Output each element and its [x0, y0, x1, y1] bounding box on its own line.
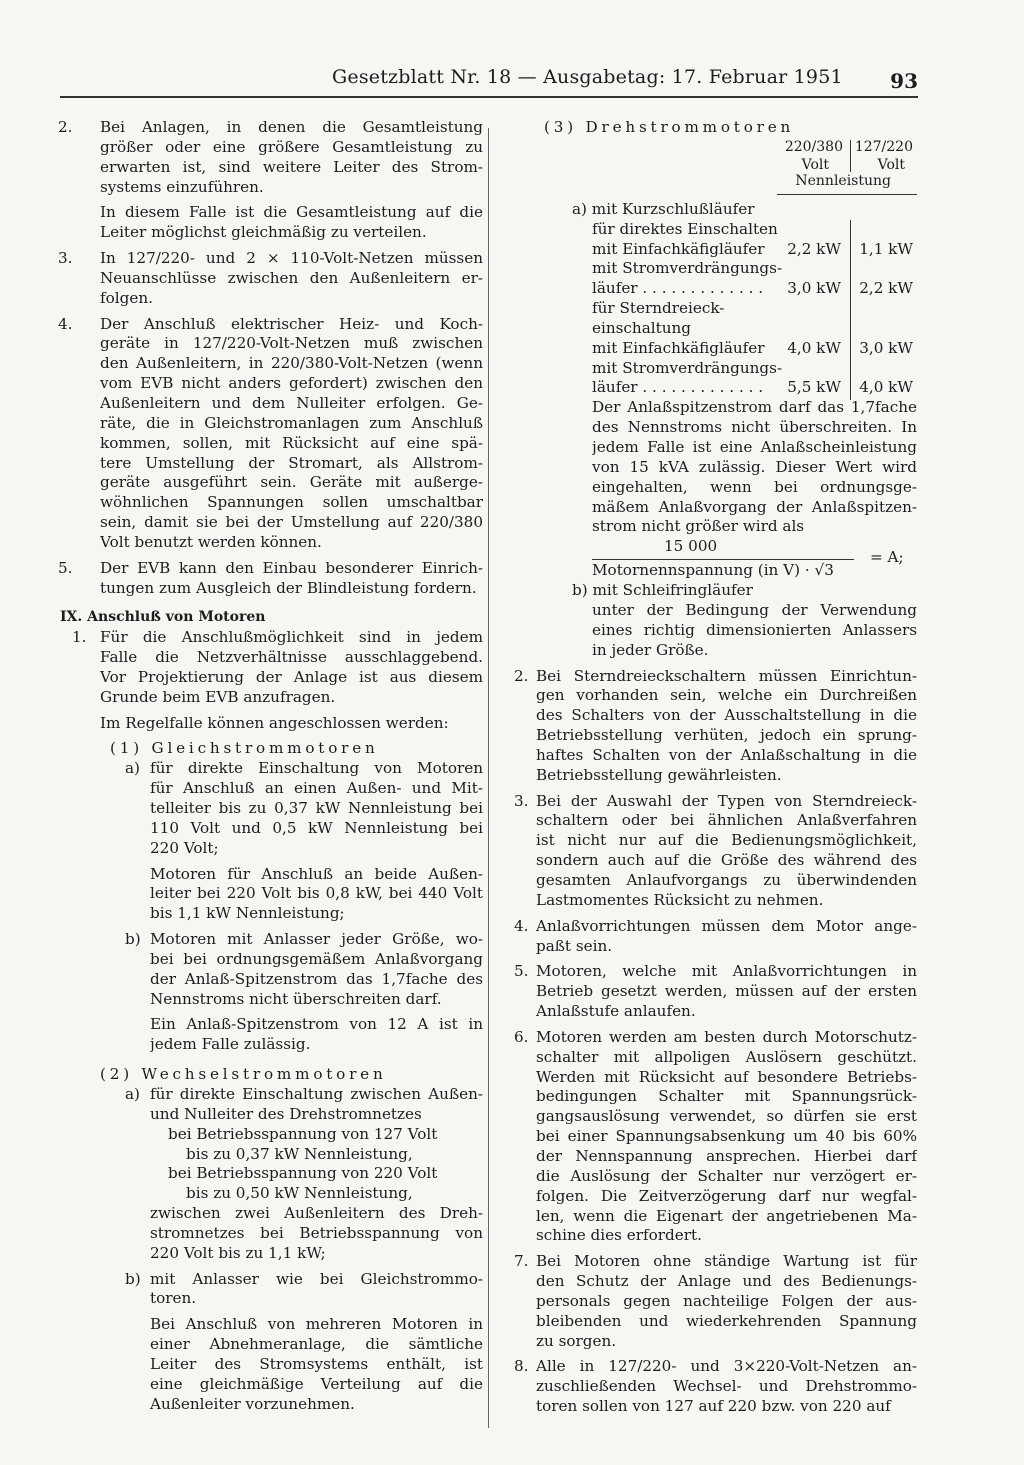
motor-rule-5: [500, 962, 917, 1022]
text-line: Ein Anlaß-Spitzenstrom von 12 A ist in: [150, 1015, 483, 1034]
dc-motors-b-note: [58, 1015, 483, 1055]
item-number: 2.: [514, 666, 529, 685]
spacer: [58, 1055, 483, 1065]
text-line: stromnetzes bei Betriebsspannung von: [150, 1223, 483, 1242]
item-number: 5.: [514, 962, 529, 981]
text-line: paßt sein.: [536, 936, 613, 955]
formula-denominator: Motornennspannung (in V) · √3: [592, 561, 834, 580]
three-phase-heading: (3) Drehstrommotoren: [544, 118, 795, 136]
text-line: 220 Volt;: [150, 838, 219, 857]
text-line: bei Betriebsspannung von 127 Volt: [168, 1124, 438, 1143]
ac-motors-heading: (2) Wechselstrommotoren: [100, 1065, 387, 1084]
spacer: [58, 598, 483, 608]
col-220-380-unit: Volt: [801, 156, 829, 173]
slip-ring-label: b) mit Schleifringläufer: [572, 581, 753, 600]
power-table-row: [592, 339, 917, 359]
table-header-rule: [777, 194, 917, 195]
text-line: geräte ausgeführt sein. Geräte mit außerge-: [100, 473, 483, 492]
text-line: Der Anschluß elektrischer Heiz- und Koch-: [100, 314, 483, 333]
text-line: leiter bei 220 Volt bis 0,8 kW, bei 440 Volt: [150, 884, 483, 903]
power-table-row: [592, 240, 917, 260]
table-column-divider: [850, 220, 851, 400]
item-number: 1.: [72, 628, 87, 647]
text-line: einer Abnehmeranlage, die sämtliche: [150, 1335, 483, 1354]
text-line: räte, die in Gleichstromanlagen zum Anschluß: [100, 413, 483, 432]
item-number: 4.: [58, 314, 73, 333]
value-127-220: 2,2 kW: [859, 279, 913, 298]
text-line: des Nennstroms nicht überschreiten. In: [592, 418, 917, 437]
text-line: len, wenn die Eigenart der angetriebenen Ma-: [536, 1206, 917, 1225]
text-line: Anlaßvorrichtungen müssen dem Motor ange-: [536, 916, 917, 935]
value-127-220: 4,0 kW: [859, 378, 913, 397]
item-number: 8.: [514, 1357, 529, 1376]
text-line: In diesem Falle ist die Gesamtleistung auf die: [100, 203, 483, 222]
row-label: mit Stromverdrängungs-: [592, 259, 783, 278]
item-number: a): [125, 759, 140, 778]
right-column: [500, 118, 917, 1417]
text-line: haftes Schalten von der Anlaßschaltung in die: [536, 745, 917, 764]
text-line: Leiter möglichst gleichmäßig zu verteilen.: [100, 223, 427, 242]
text-line: Der EVB kann den Einbau besonderer Einrich-: [100, 558, 483, 577]
text-line: Nennstroms nicht überschreiten darf.: [150, 989, 442, 1008]
text-line: gen vorhanden sein, welche ein Durchreißen: [536, 686, 917, 705]
dc-motors-a: [58, 759, 483, 858]
row-label: für direktes Einschalten: [592, 219, 778, 238]
text-line: Motoren werden am besten durch Motorschutz-: [536, 1027, 917, 1046]
item-4: [58, 315, 483, 553]
text-line: vom EVB nicht anders gefordert) zwischen den: [100, 374, 483, 393]
item-number: 6.: [514, 1027, 529, 1046]
text-line: für direkte Einschaltung zwischen Außen-: [150, 1084, 483, 1103]
motor-rule-7: [500, 1252, 917, 1351]
text-line: gesamten Anlaufvorgangs zu überwindenden: [536, 871, 917, 889]
dc-motors-heading: (1) Gleichstrommotoren: [110, 739, 379, 758]
text-line: Motoren mit Anlasser jeder Größe, wo-: [150, 930, 483, 949]
text-line: Lastmomentes Rücksicht zu nehmen.: [536, 890, 824, 909]
text-line: mäßem Anlaßvorgang der Anlaßspitzen-: [592, 497, 917, 516]
power-table-row: [592, 259, 917, 279]
col-127-220-voltage: 127/220: [854, 138, 913, 155]
starting-current-text: [500, 398, 917, 537]
text-line: eine gleichmäßige Verteilung auf die: [150, 1374, 483, 1393]
text-line: schine dies erfordert.: [536, 1226, 702, 1245]
text-line: sondern auch auf die Größe des während des: [536, 851, 917, 870]
left-column: [58, 118, 483, 1414]
text-line: geräte in 127/220-Volt-Netzen muß zwischen: [100, 334, 483, 353]
text-line: In 127/220- und 2 × 110-Volt-Netzen müssen: [100, 249, 483, 268]
text-line: und Nulleiter des Drehstromnetzes: [150, 1104, 422, 1123]
rated-power-label: Nennleistung: [795, 172, 891, 189]
item-number: b): [125, 1269, 141, 1288]
ac-motors-a-more: [58, 1204, 483, 1264]
text-line: personals gegen nachteilige Folgen der aus-: [536, 1291, 917, 1310]
formula-numerator: 15 000: [664, 537, 718, 556]
power-table-row: [592, 220, 917, 240]
value-220-380: 2,2 kW: [787, 239, 841, 258]
text-line: systems einzuführen.: [100, 177, 264, 196]
item-number: b): [125, 930, 141, 949]
text-line: Bei Anschluß von mehreren Motoren in: [150, 1315, 483, 1334]
table-header-divider: [850, 140, 851, 172]
text-line: zu sorgen.: [536, 1331, 617, 1350]
text-line: Grunde beim EVB anzufragen.: [100, 687, 336, 706]
text-line: bis 1,1 kW Nennleistung;: [150, 904, 345, 923]
row-label: für Sterndreieck-: [592, 299, 725, 318]
motor-rule-4: [500, 917, 917, 957]
text-line: gangsauslösung verwendet, so dürfen sie erst: [536, 1107, 917, 1126]
text-line: für direkte Einschaltung von Motoren: [150, 759, 483, 778]
text-line: Werden mit Rücksicht auf besondere Betriebs-: [536, 1067, 917, 1086]
text-line: schaltern oder bei ähnlichen Anlaßverfahren: [536, 811, 917, 830]
column-divider: [488, 128, 489, 1428]
item-number: 5.: [58, 558, 73, 577]
power-table-row: [592, 279, 917, 299]
item-2-note: [58, 203, 483, 243]
text-line: des Schalters von der Ausschaltstellung in die: [536, 706, 917, 725]
row-label: einschaltung: [592, 318, 692, 337]
text-line: Falle die Netzverhältnisse ausschlaggebend.: [100, 648, 483, 667]
text-line: zuschließenden Wechsel- und Drehstrommo-: [536, 1377, 917, 1396]
text-line: Betrieb gesetzt werden, müssen auf der ersten: [536, 982, 917, 1001]
text-line: Alle in 127/220- und 3×220-Volt-Netzen an-: [536, 1357, 917, 1376]
page-header: [60, 66, 918, 98]
text-line: 110 Volt und 0,5 kW Nennleistung bei: [150, 818, 483, 837]
section-heading: IX. Anschluß von Motoren: [60, 609, 266, 626]
motor-rule-8: [500, 1357, 917, 1417]
item-number: 2.: [58, 118, 73, 136]
text-line: telleiter bis zu 0,37 kW Nennleistung bei: [150, 799, 483, 817]
value-220-380: 5,5 kW: [787, 378, 841, 397]
text-line: strom nicht größer wird als: [592, 517, 805, 536]
text-line: bis zu 0,37 kW Nennleistung,: [186, 1144, 413, 1163]
item-3: [58, 249, 483, 309]
text-line: größer oder eine größere Gesamtleistung zu: [100, 137, 483, 156]
text-line: tere Umstellung der Stromart, als Allstrom-: [100, 453, 483, 472]
text-line: wöhnlichen Spannungen sollen umschaltbar: [100, 493, 483, 512]
text-line: der Anlaß-Spitzenstrom das 1,7fache des: [150, 969, 483, 988]
text-line: Betriebsstellung gewährleisten.: [536, 765, 782, 784]
row-label: mit Einfachkäfigläufer: [592, 239, 765, 258]
text-line: Neuanschlüsse zwischen den Außenleitern er-: [100, 268, 483, 287]
item-number: 3.: [58, 249, 73, 268]
text-line: kommen, sollen, mit Rücksicht auf eine spä-: [100, 433, 483, 452]
text-line: von 15 kVA zulässig. Dieser Wert wird: [592, 457, 917, 476]
text-line: unter der Bedingung der Verwendung: [592, 601, 917, 620]
text-line: mit Anlasser wie bei Gleichstrommo-: [150, 1269, 483, 1288]
power-table-row: [592, 378, 917, 398]
text-line: Vor Projektierung der Anlage ist aus diesem: [100, 667, 483, 686]
text-line: ist nicht nur auf die Bedienungsmöglichkeit,: [536, 831, 917, 850]
text-line: Für die Anschlußmöglichkeit sind in jedem: [100, 628, 483, 647]
page-number: 93: [890, 69, 918, 93]
motor-rule-2: [500, 667, 917, 786]
text-line: 220 Volt bis zu 1,1 kW;: [150, 1243, 326, 1262]
dc-motors-a-note: [58, 865, 483, 925]
text-line: bis zu 0,50 kW Nennleistung,: [186, 1184, 413, 1203]
text-line: Der Anlaßspitzenstrom darf das 1,7fache: [592, 398, 917, 417]
text-line: Leiter des Stromsystems enthält, ist: [150, 1354, 483, 1373]
text-line: Betriebsstellung verhüten, jedoch ein sprung-: [536, 726, 917, 745]
row-label: mit Einfachkäfigläufer: [592, 338, 765, 357]
text-line: Bei Motoren ohne ständige Wartung ist für: [536, 1252, 917, 1271]
gazette-title: Gesetzblatt Nr. 18 — Ausgabetag: 17. Februar 1951: [332, 66, 843, 88]
text-line: Bei Sterndreieckschaltern müssen Einrichtun-: [536, 666, 917, 685]
item-number: a): [125, 1084, 140, 1103]
text-line: Außenleitern und dem Nulleiter erfolgen. Ge-: [100, 393, 483, 412]
text-line: für Anschluß an einen Außen- und Mit-: [150, 779, 483, 798]
text-line: bei einer Spannungsabsenkung um 40 bis 60%: [536, 1127, 917, 1146]
motor-rule-6: [500, 1028, 917, 1246]
row-label: mit Stromverdrängungs-: [592, 358, 783, 377]
col-220-380-voltage: 220/380: [784, 138, 843, 155]
ac-motors-a-limits: [58, 1125, 483, 1204]
text-line: Bei der Auswahl der Typen von Sterndreieck-: [536, 791, 917, 810]
text-line: jedem Falle zulässig.: [150, 1035, 311, 1054]
text-line: toren sollen von 127 auf 220 bzw. von 220 auf: [536, 1397, 891, 1416]
value-127-220: 3,0 kW: [859, 338, 913, 357]
value-127-220: 1,1 kW: [859, 239, 913, 258]
power-table: [500, 220, 917, 399]
text-line: folgen.: [100, 288, 153, 307]
text-line: eines richtig dimensionierten Anlassers: [592, 620, 917, 639]
text-line: in jeder Größe.: [592, 640, 709, 659]
text-line: den Außenleitern, in 220/380-Volt-Netzen (wenn: [100, 354, 483, 373]
motor-rule-3: [500, 792, 917, 911]
squirrel-cage-label: a) mit Kurzschlußläufer: [572, 199, 755, 218]
text-line: bedingungen Schalter mit Spannungsrück-: [536, 1087, 917, 1106]
value-220-380: 3,0 kW: [787, 279, 841, 298]
text-line: der Nennspannung ansprechen. Hierbei darf: [536, 1146, 917, 1165]
dc-motors-b: [58, 930, 483, 1009]
text-line: Bei Anlagen, in denen die Gesamtleistung: [100, 118, 483, 136]
text-line: eingehalten, wenn bei ordnungsge-: [592, 477, 917, 496]
text-line: jedem Falle ist eine Anlaßscheinleistung: [592, 437, 917, 456]
text-line: erwarten ist, sind weitere Leiter des Strom-: [100, 157, 483, 176]
row-label: läufer . . . . . . . . . . . . .: [592, 378, 764, 397]
power-table-row: [592, 359, 917, 379]
value-220-380: 4,0 kW: [787, 338, 841, 357]
power-table-header: [500, 138, 917, 200]
text-line: Anlaßstufe anlaufen.: [536, 1002, 696, 1021]
text-line: toren.: [150, 1289, 197, 1308]
section-item-1-note: Im Regelfalle können angeschlossen werden:: [100, 713, 449, 732]
power-table-row: [592, 299, 917, 319]
text-line: Motoren für Anschluß an beide Außen-: [150, 864, 483, 883]
fraction-bar: [592, 559, 854, 560]
power-table-row: [592, 319, 917, 339]
text-line: Außenleiter vorzunehmen.: [150, 1394, 355, 1413]
item-number: 4.: [514, 916, 529, 935]
section-item-1: [58, 628, 483, 707]
ac-motors-b: [58, 1270, 483, 1310]
text-line: sein, damit sie bei der Umstellung auf 220/380: [100, 513, 483, 532]
text-line: bleibenden und wiederkehrenden Spannung: [536, 1311, 917, 1330]
text-line: zwischen zwei Außenleitern des Dreh-: [150, 1204, 483, 1223]
item-number: 7.: [514, 1252, 529, 1271]
text-line: Motoren, welche mit Anlaßvorrichtungen in: [536, 962, 917, 981]
item-2: [58, 118, 483, 197]
item-5: [58, 559, 483, 599]
item-number: 3.: [514, 791, 529, 810]
slip-ring-text: [500, 601, 917, 661]
ac-motors-b-note: [58, 1315, 483, 1414]
text-line: bei Betriebsspannung von 220 Volt: [168, 1164, 438, 1183]
text-line: tungen zum Ausgleich der Blindleistung fordern.: [100, 578, 477, 597]
text-line: Volt benutzt werden können.: [100, 532, 322, 551]
text-line: die Auslösung der Schalter nur verzögert er-: [536, 1166, 917, 1185]
text-line: den Schutz der Anlage und des Bedienungs-: [536, 1272, 917, 1291]
text-line: bei bei ordnungsgemäßem Anlaßvorgang: [150, 949, 483, 968]
text-line: folgen. Die Zeitverzögerung darf nur wegfal-: [536, 1186, 917, 1205]
starting-current-formula: [500, 537, 917, 581]
col-127-220-unit: Volt: [877, 156, 905, 173]
text-line: schalter mit allpoligen Auslösern geschützt.: [536, 1047, 917, 1066]
formula-result: = A;: [870, 548, 904, 567]
ac-motors-a: [58, 1085, 483, 1125]
row-label: läufer . . . . . . . . . . . . .: [592, 279, 764, 298]
